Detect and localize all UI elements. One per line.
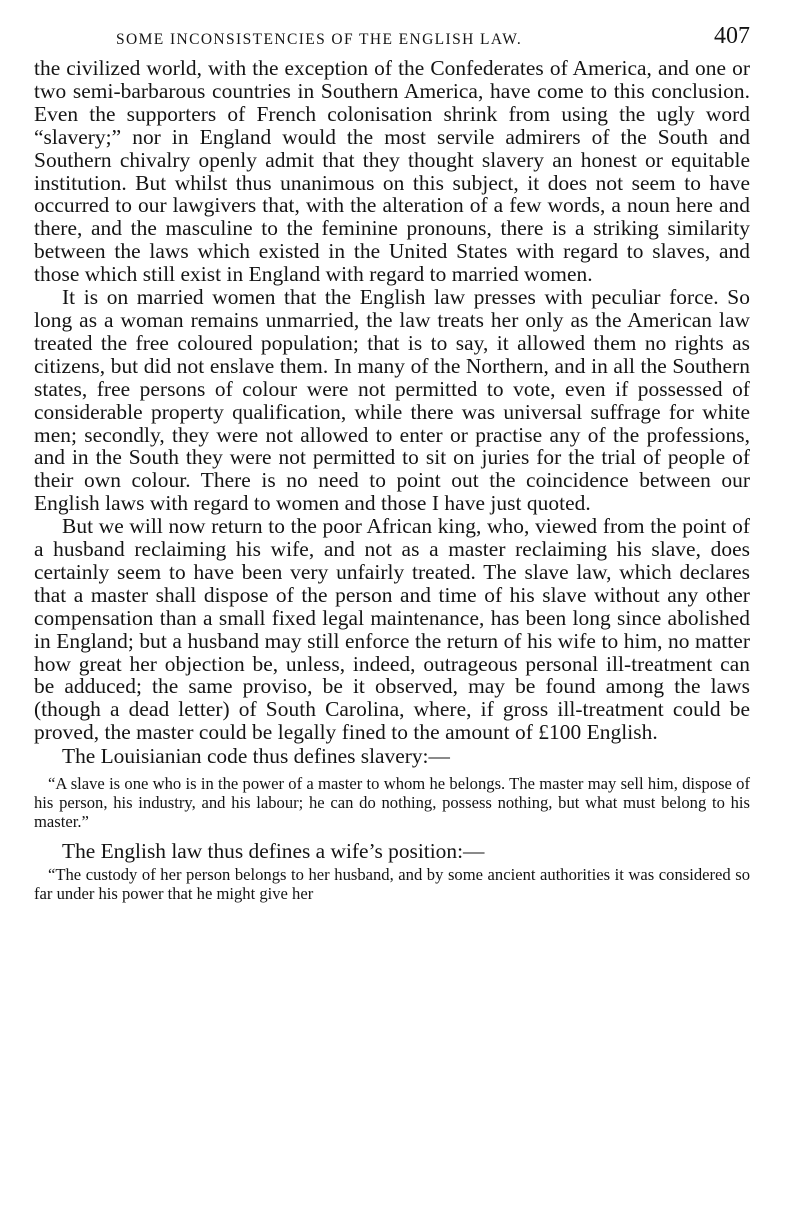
running-head: [34, 22, 750, 56]
paragraph-married-women: It is on married women that the English law presses with peculiar force. So long as a woman remains unmarried, the law treats her only as the American law treated the free coloured population; that is to say, it allowed them no rights as citizens, but did not enslave them. In many of the Northern, and in all the Southern states, free persons of colour were not permitted to vote, even if possessed of considerable property qualification, while there was universal suffrage for white men; secondly, they were not allowed to enter or practise any of the professions, and in the South they were not permitted to sit on juries for the trial of people of their own colour. There is no need to point out the coincidence between our English laws with regard to women and those I have just quoted.: [34, 285, 750, 516]
english-law-intro: The English law thus defines a wife’s position:—: [62, 839, 485, 864]
paragraph-african-king: But we will now return to the poor African king, who, viewed from the point of a husband reclaiming his wife, and not as a master reclaiming his slave, does certainly seem to have been very unfairly treated. The slave law, which declares that a master shall dispose of the person and time of his slave without any other compensation than a small fixed legal maintenance, has been long since abolished in England; but a husband may still enforce the return of his wife to him, no matter how great her objection be, unless, indeed, outrageous personal ill-treatment can be adduced; the same proviso, be it observed, may be found among the laws (though a dead letter) of South Carolina, where, if gross ill-treatment could be proved, the master could be legally fined to the amount of £100 English.: [34, 514, 750, 745]
louisianian-code-intro: The Louisianian code thus defines slavery:—: [62, 744, 450, 769]
page-number: 407: [714, 23, 750, 49]
english-law-quote: “The custody of her person belongs to her husband, and by some ancient authorities it was considered so far under his power that he might give her: [34, 865, 750, 904]
book-page: [34, 22, 750, 903]
paragraph-continuation: the civilized world, with the exception of the Confederates of America, and one or two semi-barbarous countries in Southern America, have come to this conclusion. Even the supporters of French colonisation shrink from using the ugly word “slavery;” nor in England would the most servile admirers of the South and Southern chivalry openly admit that they thought slavery an honest or equitable institution. But whilst thus unanimous on this subject, it does not seem to have occurred to our lawgivers that, with the alteration of a few words, a noun here and there, and the masculine to the feminine pronouns, there is a striking similarity between the laws which existed in the United States with regard to slaves, and those which still exist in England with regard to married women.: [34, 56, 750, 287]
running-title: SOME INCONSISTENCIES OF THE ENGLISH LAW.: [116, 31, 523, 48]
louisianian-code-quote: “A slave is one who is in the power of a master to whom he belongs. The master may sell him, dispose of his person, his industry, and his labour; he can do nothing, possess nothing, but what must belong to his master.”: [34, 774, 750, 832]
